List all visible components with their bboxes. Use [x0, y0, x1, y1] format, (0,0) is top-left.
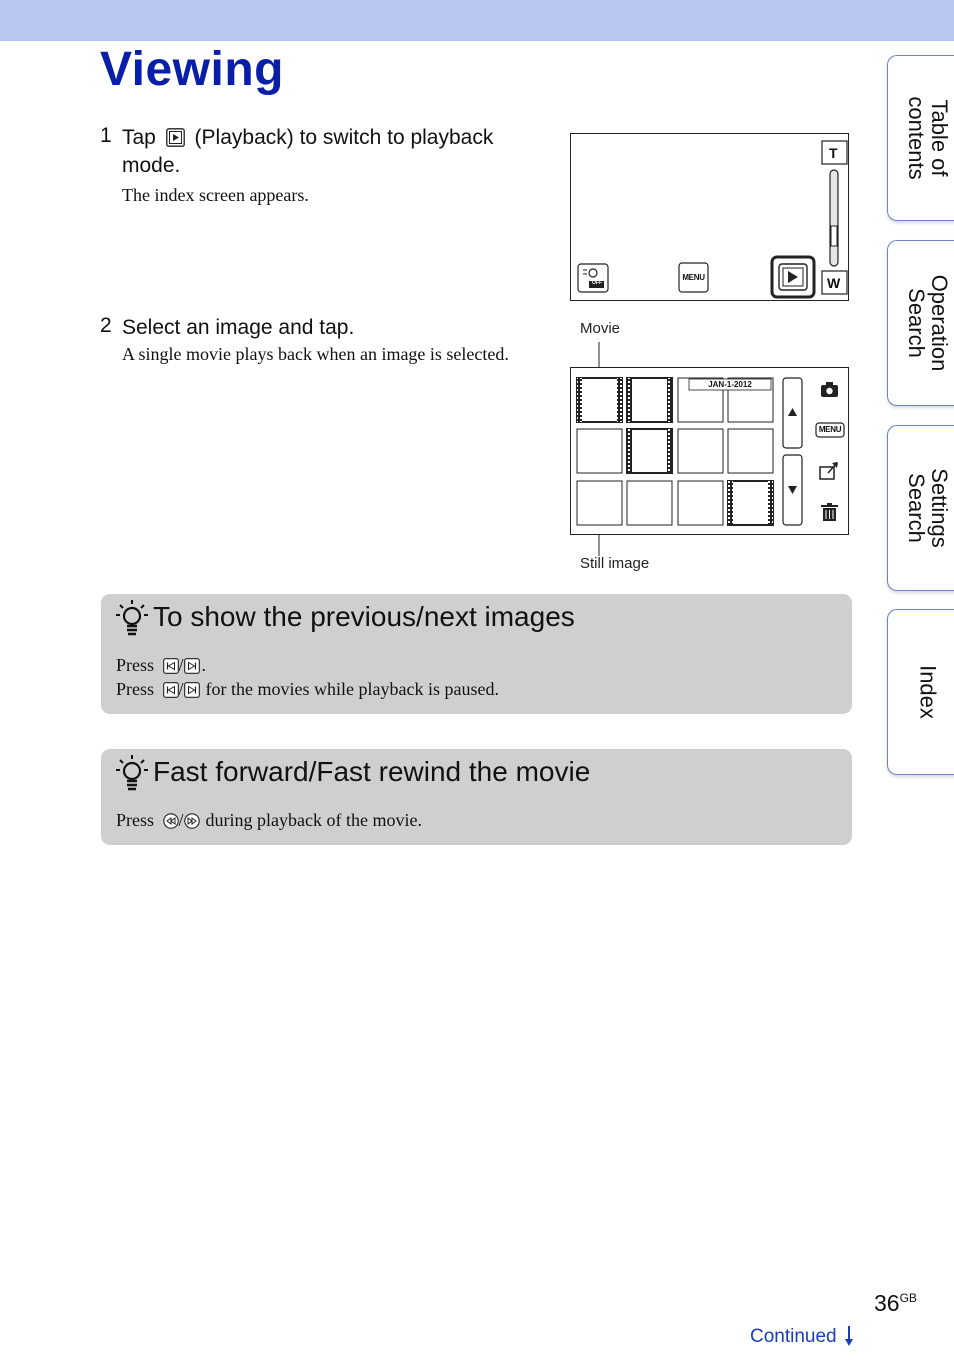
page-number-value: 36: [874, 1290, 900, 1316]
thumb-still[interactable]: [678, 429, 723, 473]
page-number: [874, 1290, 917, 1317]
step-number: 2: [100, 314, 112, 337]
tab-settings-search[interactable]: [887, 425, 954, 591]
arrow-down-icon: [844, 1325, 854, 1347]
index-grid-graphic: [571, 368, 848, 534]
thumb-movie[interactable]: [627, 378, 672, 422]
thumb-still[interactable]: [678, 481, 723, 525]
tab-table-of-contents[interactable]: [887, 55, 954, 221]
continued-label: Continued: [750, 1326, 837, 1347]
trash-icon[interactable]: [821, 503, 838, 521]
thumb-still[interactable]: [577, 481, 622, 525]
step-1: [100, 124, 550, 214]
header-band: [0, 0, 954, 41]
fast-forward-icon: [184, 813, 200, 829]
thumb-still[interactable]: [627, 481, 672, 525]
previous-icon: [163, 658, 179, 674]
scroll-up-icon[interactable]: [783, 378, 802, 448]
date-label: JAN-1-2012: [708, 380, 752, 389]
thumb-still[interactable]: [728, 429, 773, 473]
thumb-movie[interactable]: [627, 429, 672, 473]
playback-icon: [166, 128, 185, 147]
tab-label: Table of contents: [904, 96, 952, 180]
step-instruction: [122, 124, 493, 180]
scroll-down-icon[interactable]: [783, 455, 802, 525]
tab-operation-search[interactable]: [887, 240, 954, 406]
continued-link[interactable]: [750, 1325, 854, 1348]
menu-button[interactable]: MENU: [818, 425, 842, 434]
next-icon: [184, 682, 200, 698]
step-text-part: (Playback) to switch to playback: [194, 126, 494, 149]
tab-label: Operation Search: [904, 274, 952, 372]
camera-screen-playback: [570, 133, 849, 301]
playback-button[interactable]: [772, 257, 814, 297]
tip-title: To show the previous/next images: [153, 601, 575, 632]
tip-line: Press / .: [116, 655, 207, 675]
previous-icon: [163, 682, 179, 698]
thumb-still[interactable]: [577, 429, 622, 473]
tip-text: during playback of the movie.: [205, 810, 422, 830]
menu-button[interactable]: MENU: [682, 273, 705, 282]
rewind-icon: [163, 813, 179, 829]
step-instruction: Select an image and tap.: [122, 316, 355, 339]
tip-box-previous-next: [101, 594, 852, 714]
tip-text: for the movies while playback is paused.: [205, 679, 499, 699]
step-2: [100, 314, 560, 374]
thumb-movie[interactable]: [728, 481, 773, 525]
hint-bulb-icon: [115, 752, 151, 796]
tip-title: Fast forward/Fast rewind the movie: [153, 756, 591, 787]
step-description: A single movie plays back when an image is selected.: [122, 344, 509, 364]
thumb-movie[interactable]: [577, 378, 622, 422]
tab-index[interactable]: [887, 609, 954, 775]
camera-screen-index: [570, 367, 849, 535]
page-title: Viewing: [100, 43, 284, 96]
tip-text: Press: [116, 810, 155, 830]
zoom-tele-label[interactable]: T: [829, 145, 838, 161]
callout-still-image: Still image: [580, 555, 650, 572]
step-text-part: Tap: [122, 126, 156, 149]
step-number: 1: [100, 124, 112, 147]
tip-box-fast-forward: [101, 749, 852, 845]
tip-line: Press / during playback of the movie.: [116, 810, 422, 830]
camera-icon[interactable]: [821, 382, 838, 397]
easy-mode-off-label[interactable]: OFF: [592, 280, 602, 286]
tab-label: Settings Search: [904, 468, 952, 548]
step-description: The index screen appears.: [122, 185, 309, 205]
tip-text: .: [201, 655, 207, 675]
callout-movie: Movie: [580, 320, 621, 337]
tab-label: Index: [915, 665, 941, 719]
zoom-wide-label[interactable]: W: [827, 275, 841, 291]
tip-text: Press: [116, 679, 155, 699]
next-icon: [184, 658, 200, 674]
page-number-suffix: GB: [899, 1291, 917, 1305]
hint-bulb-icon: [115, 597, 151, 641]
share-icon[interactable]: [820, 462, 838, 479]
tip-line: Press / for the movies while playback is paused.: [116, 679, 499, 699]
step-text-part: mode.: [122, 154, 181, 177]
tip-text: Press: [116, 655, 155, 675]
